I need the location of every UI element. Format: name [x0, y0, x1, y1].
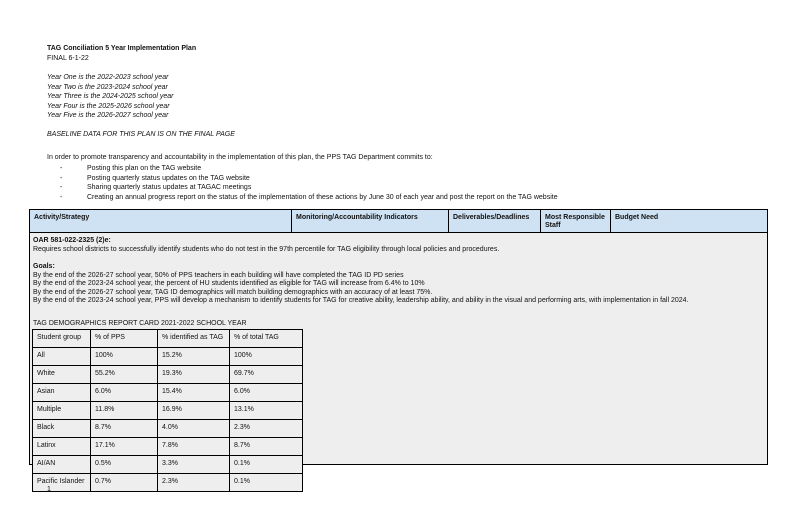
table-cell: 6.0% [230, 384, 303, 402]
table-row [33, 474, 303, 492]
table-row [33, 366, 303, 384]
commitment-item: - Posting this plan on the TAG website [60, 164, 558, 174]
header-activity-strategy: Activity/Strategy [30, 210, 292, 232]
table-row [33, 348, 303, 366]
table-cell: AI/AN [33, 456, 91, 474]
table-cell: 8.7% [91, 420, 158, 438]
goal-item: By the end of the 2023-24 school year, PPS will develop a mechanism to identify students for TAG for creative ability, leadership ability, and ability in the visual and performing arts, with implementation in fall 2024. [33, 297, 689, 305]
plan-table [29, 209, 768, 486]
goal-item: By the end of the 2026-27 school year, TAG ID demographics will match building demographics with an accuracy of at least 75%. [33, 288, 433, 296]
commitment-item: - Creating an annual progress report on the status of the implementation of these actions by June 30 of each year and post the report on the TAG website [60, 193, 558, 203]
table-row [33, 438, 303, 456]
year-line: Year One is the 2022-2023 school year [47, 74, 169, 81]
document-title: TAG Conciliation 5 Year Implementation Plan [47, 45, 197, 52]
column-header: % of PPS [91, 330, 158, 348]
table-cell: Latinx [33, 438, 91, 456]
intro-text: In order to promote transparency and accountability in the implementation of this plan, the PPS TAG Department commits to: [47, 154, 433, 161]
table-cell: 15.4% [158, 384, 230, 402]
baseline-note: BASELINE DATA FOR THIS PLAN IS ON THE FINAL PAGE [47, 131, 235, 138]
table-cell: 0.1% [230, 474, 303, 492]
table-cell: Black [33, 420, 91, 438]
table-cell: 16.9% [158, 402, 230, 420]
oar-section [33, 237, 499, 254]
commitment-item: - Posting quarterly status updates on the TAG website [60, 174, 558, 184]
demographics-title: TAG DEMOGRAPHICS REPORT CARD 2021-2022 SCHOOL YEAR [33, 320, 247, 327]
table-row [33, 384, 303, 402]
table-cell: 15.2% [158, 348, 230, 366]
table-cell: Multiple [33, 402, 91, 420]
year-line: Year Two is the 2023-2024 school year [47, 83, 168, 91]
table-cell: 100% [91, 348, 158, 366]
table-cell: 55.2% [91, 366, 158, 384]
table-cell: 2.3% [230, 420, 303, 438]
commitment-item: - Sharing quarterly status updates at TAGAC meetings [60, 183, 558, 193]
plan-table-body [30, 233, 767, 486]
header-budget-need: Budget Need [615, 214, 659, 221]
table-row [33, 402, 303, 420]
table-cell: 0.5% [91, 456, 158, 474]
goal-item: By the end of the 2023-24 school year, the percent of HU students identified as eligible for TAG will increase from 6.4% to 10% [33, 280, 425, 288]
table-cell: 8.7% [230, 438, 303, 456]
demographics-header-row [33, 330, 303, 348]
page-number: 1 [47, 486, 51, 493]
table-cell: 2.3% [158, 474, 230, 492]
table-cell: 0.7% [91, 474, 158, 492]
column-header: % identified as TAG [158, 330, 230, 348]
table-cell: 17.1% [91, 438, 158, 456]
table-cell: 69.7% [230, 366, 303, 384]
header-most-responsible-staff: Most Responsible Staff [541, 210, 611, 232]
commitments-list [60, 164, 558, 202]
document-header [47, 44, 196, 63]
year-line: Year Four is the 2025-2026 school year [47, 102, 170, 110]
header-monitoring-indicators: Monitoring/Accountability Indicators [292, 210, 449, 232]
goal-item: By the end of the 2026-27 school year, 50% of PPS teachers in each building will have completed the TAG ID PD series [33, 271, 404, 279]
table-cell: 0.1% [230, 456, 303, 474]
goals-title: Goals: [33, 263, 55, 270]
table-cell: 100% [230, 348, 303, 366]
header-deliverables-deadlines: Deliverables/Deadlines [449, 210, 541, 232]
year-line: Year Three is the 2024-2025 school year [47, 93, 174, 101]
column-header: Student group [33, 330, 91, 348]
year-line: Year Five is the 2026-2027 school year [47, 112, 169, 120]
oar-title: OAR 581-022-2325 (2)e: [33, 237, 111, 244]
oar-text: Requires school districts to successfully identify students who do not test in the 97th percentile for TAG eligibility through local policies and procedures. [33, 245, 500, 253]
table-cell: White [33, 366, 91, 384]
table-cell: 3.3% [158, 456, 230, 474]
table-cell: 13.1% [230, 402, 303, 420]
table-cell: 11.8% [91, 402, 158, 420]
table-cell: Asian [33, 384, 91, 402]
table-cell: 7.8% [158, 438, 230, 456]
table-cell: 19.3% [158, 366, 230, 384]
table-row [33, 420, 303, 438]
goals-section [33, 263, 689, 306]
document-subtitle: FINAL 6-1-22 [47, 54, 89, 62]
plan-table-header [30, 210, 767, 233]
table-cell: 4.0% [158, 420, 230, 438]
table-cell: 6.0% [91, 384, 158, 402]
column-header: % of total TAG [230, 330, 303, 348]
table-cell: Pacific Islander [33, 474, 91, 492]
school-years-list [47, 73, 173, 121]
demographics-table [32, 329, 303, 492]
table-row [33, 456, 303, 474]
table-cell: All [33, 348, 91, 366]
